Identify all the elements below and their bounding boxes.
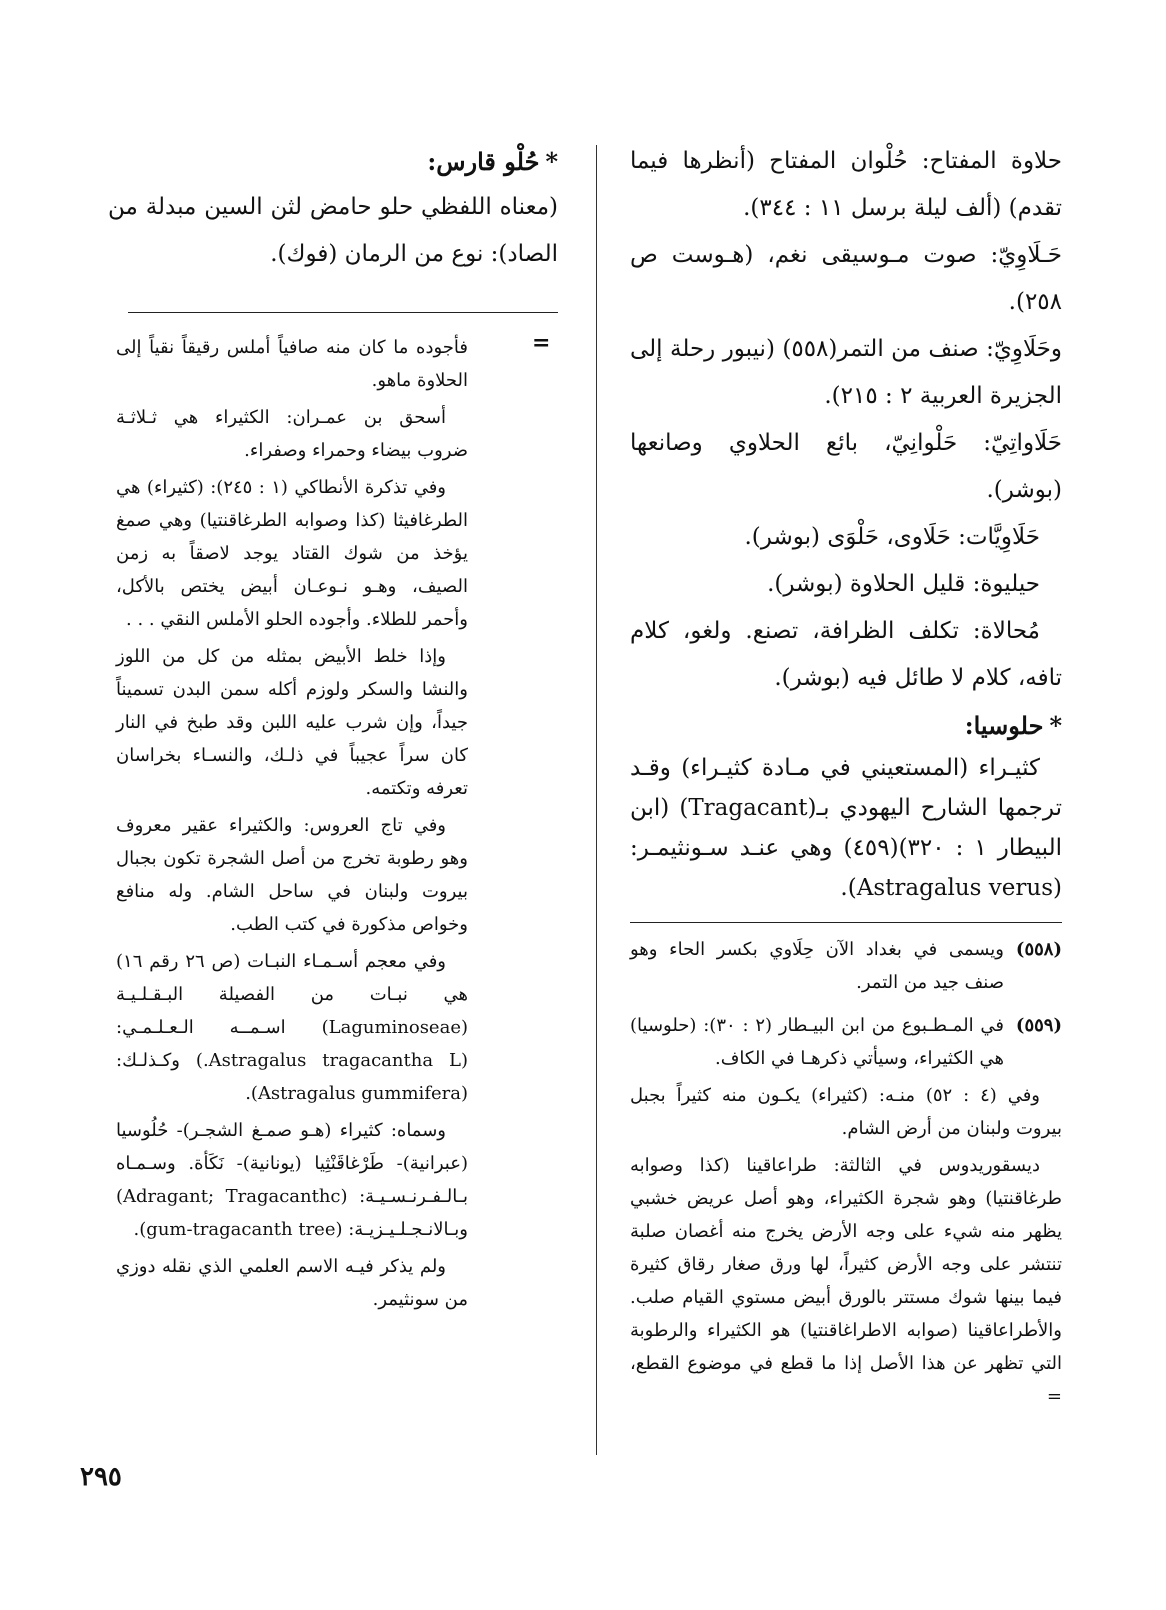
footnote-paragraph: وإذا خلط الأبيض بمثله من كل من اللوز والنشا والسكر ولوزم أكله سمن البدن تسميناً جيداً، وإن شرب عليه اللبن وقد طبخ في النار كان سراً عجيباً في ذلـك، والنسـاء بخراسان تعرفه وتكتمه.: [116, 646, 468, 799]
page-number: ٢٩٥: [80, 1462, 122, 1492]
footnote-paragraph: فأجوده ما كان منه صافياً أملس رقيقاً نقياً إلى الحلاوة ماهو.: [116, 337, 468, 391]
entry-paragraph: حلاوة المفتاح: حُلْوان المفتاح (أنظرها فيما تقدم) (ألف ليلة برسل ١١ : ٣٤٤).: [630, 148, 1062, 221]
headword-star: *: [545, 147, 558, 176]
entry-paragraph: وحَلَاوِيّ: صنف من التمر(٥٥٨) (نيبور رحلة إلى الجزيرة العربية ٢ : ٢١٥).: [630, 336, 1062, 409]
headword-star: *: [1049, 711, 1062, 740]
column-separator: [596, 145, 597, 1455]
footnote-paragraph: وفي تاج العروس: والكثيراء عقير معروف وهو رطوبة تخرج من أصل الشجرة تكون بجبال بيروت ولبنان في ساحل الشام. وله منافع وخواص مذكورة في كتب الطب.: [116, 815, 468, 935]
entry-paragraph: حيليوة: قليل الحلاوة (بوشر).: [767, 571, 1040, 597]
footnote-paragraph: وسماه: كثيراء (هـو صمـغ الشجـر)- حُلُوسيا (عبرانية)- طَرْغاقَنْثِيا (يونانية)- نَكَأة. وسـمـاه بـالـفـرنـسـيـة: (Adragant; Tragacanthc) وبـالانـجـلـيـزيـة: (gum-tragacanth tree).: [116, 1120, 468, 1240]
continuation-mark: =: [532, 330, 551, 356]
footnote-number: (٥٥٨): [1015, 939, 1062, 960]
entry-paragraph: مُحالاة: تكلف الظرافة، تصنع. ولغو، كلام تافه، كلام لا طائل فيه (بوشر).: [630, 618, 1062, 691]
entry-paragraph: حَـلَاوِيّ: صوت مـوسيقى نغم، (هـوست ص ٢٥٨).: [630, 242, 1062, 315]
right-main-text: [630, 138, 1062, 908]
entry-paragraph: حَلَاواتِيّ: حَلْوانِيّ، بائع الحلاوي وصانعها (بوشر).: [630, 430, 1062, 503]
footnote-text: في المـطـبوع من ابن البيـطار (٢ : ٣٠): (حلوسيا) هي الكثيراء، وسيأتي ذكرهـا في الكاف.: [630, 1015, 1004, 1069]
headword-text: حلوسيا:: [964, 711, 1044, 740]
headword: [108, 140, 558, 184]
headword: [630, 704, 1062, 748]
footnote-paragraph: وفي تذكرة الأنطاكي (١ : ٢٤٥): (كثيراء) هي الطرغافيثا (كذا وصوابه الطرغاقنتيا) وهي صمغ يؤخذ من شوك القتاد يوجد لاصقاً به زمن الصيف، وهـو نـوعـان أبيض يختص بالأكل، وأحمر للطلاء. وأجوده الحلو الأملس النقي . . .: [116, 477, 468, 630]
footnote: [630, 1009, 1062, 1075]
entry-paragraph: (معناه اللفظي حلو حامض لثن السين مبدلة من الصاد): نوع من الرمان (فوك).: [108, 194, 558, 267]
footnote-paragraph: أسحق بن عمـران: الكثيراء هي ثـلاثـة ضروب بيضاء وحمراء وصفراء.: [116, 407, 468, 461]
left-column: [108, 140, 558, 1320]
footnote-paragraph: ديسقوريدوس في الثالثة: طراعاقينا (كذا وصوابه طرغاقنتيا) وهو شجرة الكثيراء، وهو أصل عريض خشبي يظهر منه شيء على وجه الأرض يخرج منه أغصان صلبة تنتشر على وجه الأرض كثيراً، لها ورق صغار رقاق كثيرة فيما بينها شوك مستتر بالورق أبيض مستوي القيام صلب. والأطراعاقينا (صوابه الاطراغاقنتيا) هو الكثيراء والرطوبة التي تظهر عن هذا الأصل إذا ما قطع في موضوع القطع، =: [630, 1155, 1062, 1407]
footnote-paragraph: وفي (٤ : ٥٢) منـه: (كثيراء) يكـون منه كثيراً بجبل بيروت ولبنان من أرض الشام.: [630, 1085, 1062, 1139]
footnote-number: (٥٥٩): [1015, 1015, 1062, 1036]
left-footnotes: [116, 331, 468, 1316]
footnote: [630, 933, 1062, 999]
right-footnotes: [630, 933, 1062, 1413]
entry-paragraph: كثيـراء (المستعيني في مـادة كثيـراء) وقـد ترجمها الشارح اليهودي بـ(Tragacant) (ابن البيطار ١ : ٣٢٠)(٤٥٩) وهي عنـد سـونثيمـر: (Astragalus verus).: [630, 755, 1063, 901]
footnote-text: ويسمى في بغداد الآن حِلَاوي بكسر الحاء وهو صنف جيد من التمر.: [630, 939, 1004, 993]
footnote-paragraph: وفي معجم أسـمـاء النبـات (ص ٢٦ رقم ١٦) هي نبـات من الفصيلة البـقـلـيـة (Laguminoseae) اسـمــه الـعـلـمـي: (Astragalus tragacantha L.) وكـذلـك: (Astragalus gummifera).: [116, 951, 468, 1104]
left-main-text: [108, 140, 558, 278]
entry-paragraph: حَلَاوِيَّات: حَلَاوى، حَلْوَى (بوشر).: [744, 524, 1040, 550]
right-column: [630, 138, 1062, 1417]
footnote-paragraph: ولم يذكر فيـه الاسم العلمي الذي نقله دوزي من سونثيمر.: [116, 1256, 468, 1310]
footnote-divider: [128, 312, 558, 313]
headword-text: حُلْو قارس:: [427, 147, 540, 176]
footnote-divider: [630, 922, 1062, 923]
